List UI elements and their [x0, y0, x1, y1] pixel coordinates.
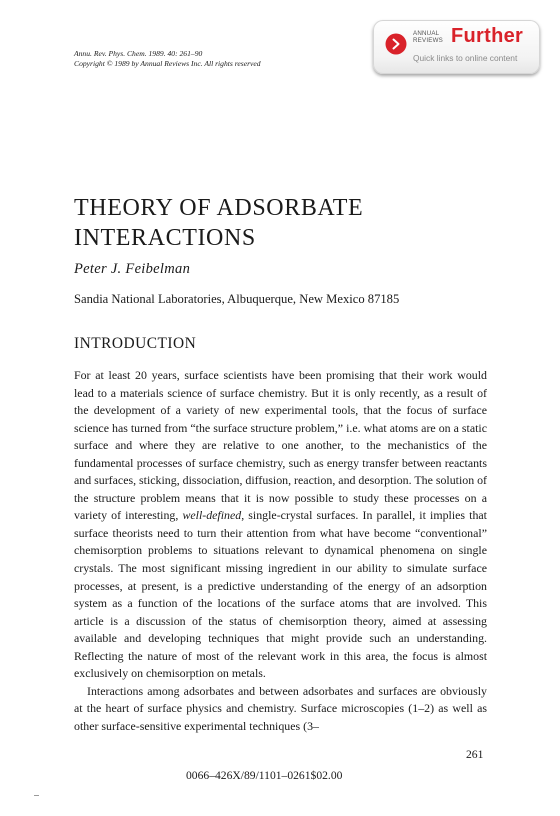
journal-citation-line: Annu. Rev. Phys. Chem. 1989. 40: 261–90 — [74, 49, 203, 58]
price-code: 0066–426X/89/1101–0261$02.00 — [186, 769, 343, 782]
article-body — [74, 367, 487, 735]
further-badge[interactable] — [373, 20, 540, 74]
article-title — [74, 193, 363, 253]
corner-mark — [34, 795, 39, 796]
page-number: 261 — [466, 748, 484, 761]
badge-tagline: Quick links to online content — [413, 53, 518, 63]
author-affiliation: Sandia National Laboratories, Albuquerque, New Mexico 87185 — [74, 292, 400, 306]
article-title-line-2: INTERACTIONS — [74, 225, 256, 251]
badge-publisher-line-2: REVIEWS — [413, 37, 443, 44]
badge-publisher-name — [413, 30, 443, 44]
paragraph-1-text-b: , single-crystal surfaces. In parallel, it implies that surface theorists need to turn their attention from what have become “conventional” chemisorption problems to situations relevant to dynamical phenomena on single crystals. The most significant missing ingredient in our ability to simulate surface processes, at present, is a predictive understanding of the energy of an adsorption system as a function of the locations of the surface atoms that are involved. This article is a discussion of the status of chemisorption theory, aimed at assessing available and developing techniques that might provide such an understanding. Reflecting the nature of most of the relevant work in this area, the focus is almost exclusively on chemisorption on metals. — [74, 508, 487, 681]
paragraph-1-text-a: For at least 20 years, surface scientists have been promising that their work would lead to a materials science of surface chemistry. But it is only recently, as a result of the development of a variety of new experimental tools, that the focus of surface science has turned from “the surface structure problem,” i.e. what atoms are on a static surface and where they are relative to one another, to the mechanistics of the fundamental processes of surface chemistry, such as energy transfer between reactants and surfaces, sticking, dissociation, diffusion, reaction, and desorption. The solution of the structure problem means that it is now possible to study these processes on a variety of interesting, — [74, 368, 488, 523]
play-arrow-icon — [385, 33, 407, 55]
section-heading-introduction: INTRODUCTION — [74, 335, 197, 352]
badge-further-word: Further — [451, 25, 524, 47]
paragraph-1-emphasis: well-defined — [182, 508, 242, 523]
journal-reference — [74, 49, 261, 69]
author-name: Peter J. Feibelman — [74, 261, 191, 277]
badge-publisher-line-1: ANNUAL — [413, 30, 440, 37]
body-paragraph-2: Interactions among adsorbates and between adsorbates and surfaces are obviously at the heart of surface physics and chemistry. Surface microscopies (1–2) as well as other surface-sensitive experimental techniques (3– — [74, 683, 487, 733]
body-paragraph-1 — [74, 367, 487, 683]
article-title-line-1: THEORY OF ADSORBATE — [74, 195, 364, 221]
copyright-line: Copyright © 1989 by Annual Reviews Inc. All rights reserved — [74, 59, 261, 68]
